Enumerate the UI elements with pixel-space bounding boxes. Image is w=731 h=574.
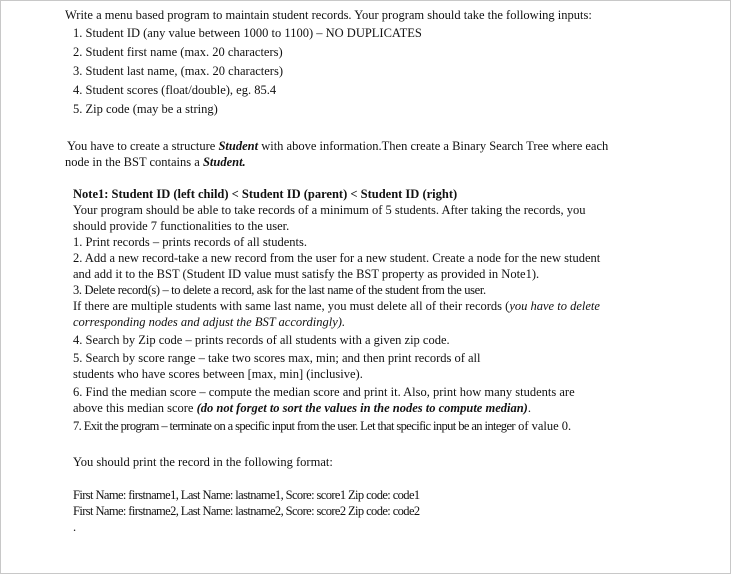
structure-keyword: Student: [218, 139, 259, 153]
delete-text: If there are multiple students with same last name, you must delete all of their records (: [73, 299, 510, 313]
delete-line-1: [73, 298, 730, 314]
median-text: above this median score: [73, 401, 197, 415]
input-item: 5. Zip code (may be a string): [73, 102, 218, 116]
structure-paragraph: [67, 138, 730, 154]
delete-line-2: corresponding nodes and adjust the BST accordingly).: [73, 315, 346, 329]
median-emphasis: (do not forget to sort the values in the nodes to compute median): [196, 401, 528, 415]
note1-heading: Note1: Student ID (left child) < Student ID (parent) < Student ID (right): [73, 187, 458, 201]
median-text: .: [527, 401, 531, 415]
function-line: 4. Search by Zip code – prints records of all students with a given zip code.: [73, 333, 450, 347]
format-line: First Name: firstname1, Last Name: lastname1, Score: score1 Zip code: code1: [73, 488, 420, 502]
format-section: [73, 454, 730, 470]
input-item: 1. Student ID (any value between 1000 to 1100) – NO DUPLICATES: [73, 26, 422, 40]
requirement-line: should provide 7 functionalities to the user.: [73, 219, 290, 233]
median-line: [73, 400, 730, 416]
exit-text: of value 0.: [514, 419, 572, 433]
delete-italic-text: you have to delete: [509, 299, 600, 313]
exit-line: [73, 418, 730, 434]
format-line: First Name: firstname2, Last Name: lastname2, Score: score2 Zip code: code2: [73, 504, 420, 518]
function-line: 5. Search by score range – take two scores max, min; and then print records of all: [73, 351, 481, 365]
trailing-dot: .: [73, 520, 77, 534]
requirement-line: 1. Print records – prints records of all students.: [73, 235, 307, 249]
structure-paragraph-cont: [65, 154, 730, 170]
structure-line-1: [67, 138, 730, 154]
requirement-line: 3. Delete record(s) – to delete a record, ask for the last name of the student from the user.: [73, 283, 486, 297]
requirement-line: and add it to the BST (Student ID value must satisfy the BST property as provided in Note1).: [73, 267, 540, 281]
requirement-line: Your program should be able to take records of a minimum of 5 students. After taking the records, you: [73, 203, 586, 217]
requirements-section: [73, 186, 730, 434]
structure-line-2: [65, 154, 730, 170]
exit-text: 7. Exit the program – terminate on a specific input from the user. Let that specific input be an integer: [73, 419, 515, 433]
structure-keyword: Student.: [202, 155, 246, 169]
function-line: students who have scores between [max, min] (inclusive).: [73, 367, 363, 381]
structure-text: You have to create a structure: [67, 139, 219, 153]
requirement-line: 2. Add a new record-take a new record from the user for a new student. Create a node for the new student: [73, 251, 601, 265]
intro-text: Write a menu based program to maintain student records. Your program should take the following inputs:: [65, 8, 592, 22]
function-line: 6. Find the median score – compute the median score and print it. Also, print how many students are: [73, 385, 575, 399]
format-examples: [73, 487, 730, 535]
structure-text: node in the BST contains a: [65, 155, 203, 169]
input-item: 3. Student last name, (max. 20 characters): [73, 64, 283, 78]
input-item: 4. Student scores (float/double), eg. 85.4: [73, 83, 277, 97]
intro-section: [65, 7, 730, 23]
structure-text: with above information.Then create a Binary Search Tree where each: [258, 139, 609, 153]
inputs-list: [73, 25, 730, 120]
input-item: 2. Student first name (max. 20 characters): [73, 45, 283, 59]
format-intro: You should print the record in the following format:: [73, 455, 333, 469]
